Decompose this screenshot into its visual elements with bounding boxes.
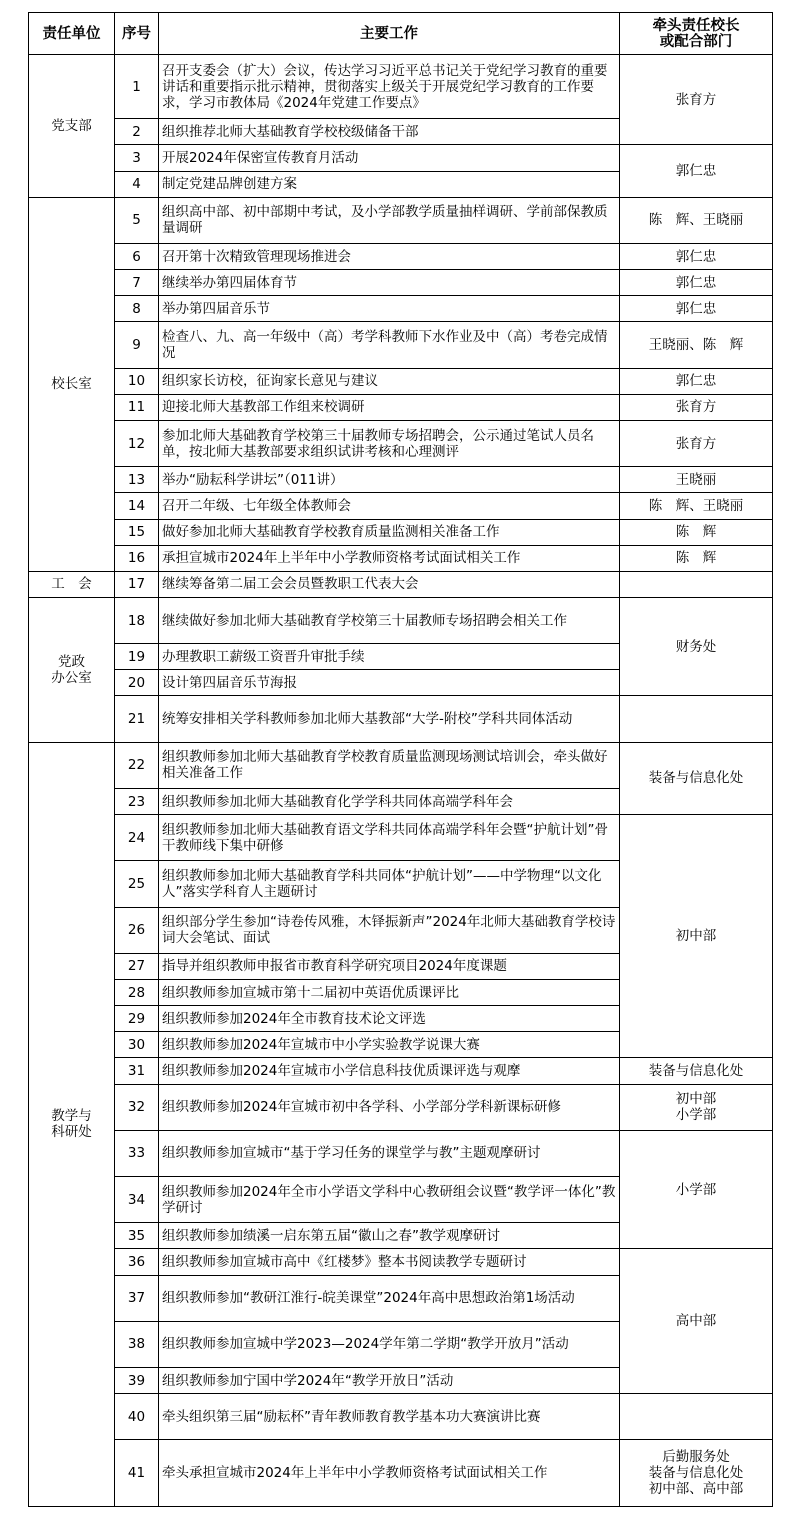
row-number: 26 xyxy=(115,907,159,953)
work-item: 迎接北师大基教部工作组来校调研 xyxy=(159,394,620,420)
work-item: 召开二年级、七年级全体教师会 xyxy=(159,493,620,519)
work-item: 检查八、九、高一年级中（高）考学科教师下水作业及中（高）考卷完成情况 xyxy=(159,322,620,368)
table-row xyxy=(29,1058,773,1084)
work-item: 组织教师参加绩溪一启东第五届“徽山之春”教学观摩研讨 xyxy=(159,1223,620,1249)
lead-cell: 初中部 xyxy=(620,815,773,1058)
work-item: 继续筹备第二届工会会员暨教职工代表大会 xyxy=(159,571,620,597)
lead-cell xyxy=(620,571,773,597)
row-number: 10 xyxy=(115,368,159,394)
row-number: 12 xyxy=(115,420,159,466)
work-item: 组织教师参加北师大基础教育化学学科共同体高端学科年会 xyxy=(159,788,620,814)
row-number: 40 xyxy=(115,1394,159,1440)
row-number: 30 xyxy=(115,1032,159,1058)
work-item: 统筹安排相关学科教师参加北师大基教部“大学-附校”学科共同体活动 xyxy=(159,696,620,742)
row-number: 17 xyxy=(115,571,159,597)
row-number: 4 xyxy=(115,171,159,197)
table-row xyxy=(29,571,773,597)
row-number: 34 xyxy=(115,1177,159,1223)
lead-cell: 郭仁忠 xyxy=(620,270,773,296)
table-row xyxy=(29,742,773,788)
table-row xyxy=(29,467,773,493)
lead-cell: 郭仁忠 xyxy=(620,368,773,394)
lead-cell xyxy=(620,1394,773,1440)
row-number: 41 xyxy=(115,1440,159,1507)
table-row xyxy=(29,244,773,270)
work-item: 举办第四届音乐节 xyxy=(159,296,620,322)
lead-cell: 财务处 xyxy=(620,597,773,696)
header-unit: 责任单位 xyxy=(29,13,115,55)
table-row xyxy=(29,545,773,571)
row-number: 9 xyxy=(115,322,159,368)
lead-cell: 装备与信息化处 xyxy=(620,1058,773,1084)
table-row xyxy=(29,197,773,243)
work-item: 组织高中部、初中部期中考试，及小学部教学质量抽样调研、学前部保教质量调研 xyxy=(159,197,620,243)
header-lead: 牵头责任校长 或配合部门 xyxy=(620,13,773,55)
table-row xyxy=(29,597,773,643)
row-number: 22 xyxy=(115,742,159,788)
row-number: 6 xyxy=(115,244,159,270)
lead-cell: 郭仁忠 xyxy=(620,244,773,270)
table-row xyxy=(29,493,773,519)
row-number: 3 xyxy=(115,145,159,171)
lead-cell: 王晓丽、陈 辉 xyxy=(620,322,773,368)
table-row xyxy=(29,815,773,861)
table-row xyxy=(29,394,773,420)
work-item: 举办“励耘科学讲坛”（011讲） xyxy=(159,467,620,493)
row-number: 39 xyxy=(115,1368,159,1394)
lead-cell: 陈 辉、王晓丽 xyxy=(620,493,773,519)
work-item: 继续做好参加北师大基础教育学校第三十届教师专场招聘会相关工作 xyxy=(159,597,620,643)
work-item: 指导并组织教师申报省市教育科学研究项目2024年度课题 xyxy=(159,953,620,979)
row-number: 31 xyxy=(115,1058,159,1084)
work-item: 组织教师参加2024年宣城市小学信息科技优质课评选与观摩 xyxy=(159,1058,620,1084)
table-row xyxy=(29,322,773,368)
row-number: 24 xyxy=(115,815,159,861)
lead-cell: 后勤服务处 装备与信息化处 初中部、高中部 xyxy=(620,1440,773,1507)
table-row xyxy=(29,1249,773,1275)
table-row xyxy=(29,1084,773,1130)
work-item: 召开第十次精致管理现场推进会 xyxy=(159,244,620,270)
table-row xyxy=(29,270,773,296)
lead-cell: 初中部 小学部 xyxy=(620,1084,773,1130)
row-number: 7 xyxy=(115,270,159,296)
table-row xyxy=(29,519,773,545)
work-item: 组织教师参加“教研江淮行-皖美课堂”2024年高中思想政治第1场活动 xyxy=(159,1275,620,1321)
lead-cell: 王晓丽 xyxy=(620,467,773,493)
unit-cell: 工 会 xyxy=(29,571,115,597)
row-number: 15 xyxy=(115,519,159,545)
work-item: 组织教师参加宣城市高中《红楼梦》整本书阅读教学专题研讨 xyxy=(159,1249,620,1275)
lead-cell: 张育方 xyxy=(620,55,773,145)
work-item: 组织教师参加宣城中学2023—2024学年第二学期“教学开放月”活动 xyxy=(159,1321,620,1367)
work-item: 组织教师参加2024年宣城市初中各学科、小学部分学科新课标研修 xyxy=(159,1084,620,1130)
row-number: 18 xyxy=(115,597,159,643)
row-number: 32 xyxy=(115,1084,159,1130)
work-item: 组织教师参加宁国中学2024年“教学开放日”活动 xyxy=(159,1368,620,1394)
unit-cell: 党政 办公室 xyxy=(29,597,115,742)
row-number: 19 xyxy=(115,644,159,670)
row-number: 13 xyxy=(115,467,159,493)
work-item: 组织教师参加2024年宣城市中小学实验教学说课大赛 xyxy=(159,1032,620,1058)
work-item: 牵头承担宣城市2024年上半年中小学教师资格考试面试相关工作 xyxy=(159,1440,620,1507)
row-number: 20 xyxy=(115,670,159,696)
table-row xyxy=(29,1130,773,1176)
row-number: 8 xyxy=(115,296,159,322)
row-number: 35 xyxy=(115,1223,159,1249)
table-row xyxy=(29,145,773,171)
row-number: 36 xyxy=(115,1249,159,1275)
row-number: 2 xyxy=(115,119,159,145)
unit-cell: 党支部 xyxy=(29,55,115,198)
unit-cell: 校长室 xyxy=(29,197,115,571)
lead-cell: 小学部 xyxy=(620,1130,773,1249)
work-item: 组织教师参加2024年全市小学语文学科中心教研组会议暨“教学评一体化”教学研讨 xyxy=(159,1177,620,1223)
work-item: 组织教师参加北师大基础教育学科共同体“护航计划”——中学物理“以文化人”落实学科育人主题研讨 xyxy=(159,861,620,907)
work-item: 继续举办第四届体育节 xyxy=(159,270,620,296)
work-item: 参加北师大基础教育学校第三十届教师专场招聘会，公示通过笔试人员名单，按北师大基教部要求组织试讲考核和心理测评 xyxy=(159,420,620,466)
lead-cell xyxy=(620,696,773,742)
row-number: 23 xyxy=(115,788,159,814)
work-plan-table xyxy=(28,12,773,1507)
lead-cell: 高中部 xyxy=(620,1249,773,1394)
lead-cell: 陈 辉、王晓丽 xyxy=(620,197,773,243)
table-row xyxy=(29,296,773,322)
work-item: 办理教职工薪级工资晋升审批手续 xyxy=(159,644,620,670)
work-item: 制定党建品牌创建方案 xyxy=(159,171,620,197)
table-row xyxy=(29,696,773,742)
row-number: 5 xyxy=(115,197,159,243)
row-number: 28 xyxy=(115,979,159,1005)
row-number: 16 xyxy=(115,545,159,571)
lead-cell: 郭仁忠 xyxy=(620,296,773,322)
lead-cell: 张育方 xyxy=(620,420,773,466)
table-row xyxy=(29,1440,773,1507)
work-item: 组织教师参加北师大基础教育学校教育质量监测现场测试培训会，牵头做好相关准备工作 xyxy=(159,742,620,788)
lead-cell: 张育方 xyxy=(620,394,773,420)
work-item: 组织部分学生参加“诗卷传风雅，木铎振新声”2024年北师大基础教育学校诗词大会笔试、面试 xyxy=(159,907,620,953)
work-item: 组织教师参加2024年全市教育技术论文评选 xyxy=(159,1006,620,1032)
row-number: 25 xyxy=(115,861,159,907)
row-number: 29 xyxy=(115,1006,159,1032)
lead-cell: 郭仁忠 xyxy=(620,145,773,197)
lead-cell: 陈 辉 xyxy=(620,519,773,545)
table-row xyxy=(29,420,773,466)
row-number: 11 xyxy=(115,394,159,420)
row-number: 37 xyxy=(115,1275,159,1321)
work-item: 组织教师参加北师大基础教育语文学科共同体高端学科年会暨“护航计划”骨干教师线下集中研修 xyxy=(159,815,620,861)
table-row xyxy=(29,1394,773,1440)
table-row xyxy=(29,55,773,119)
work-item: 组织家长访校，征询家长意见与建议 xyxy=(159,368,620,394)
work-item: 开展2024年保密宣传教育月活动 xyxy=(159,145,620,171)
row-number: 14 xyxy=(115,493,159,519)
work-item: 设计第四届音乐节海报 xyxy=(159,670,620,696)
work-item: 召开支委会（扩大）会议，传达学习习近平总书记关于党纪学习教育的重要讲话和重要指示批示精神，贯彻落实上级关于开展党纪学习教育的工作要求，学习市教体局《2024年党建工作要点》 xyxy=(159,55,620,119)
unit-cell: 教学与 科研处 xyxy=(29,742,115,1506)
row-number: 21 xyxy=(115,696,159,742)
row-number: 1 xyxy=(115,55,159,119)
lead-cell: 装备与信息化处 xyxy=(620,742,773,814)
row-number: 27 xyxy=(115,953,159,979)
row-number: 38 xyxy=(115,1321,159,1367)
table-row xyxy=(29,368,773,394)
lead-cell: 陈 辉 xyxy=(620,545,773,571)
row-number: 33 xyxy=(115,1130,159,1176)
work-item: 承担宣城市2024年上半年中小学教师资格考试面试相关工作 xyxy=(159,545,620,571)
work-item: 做好参加北师大基础教育学校教育质量监测相关准备工作 xyxy=(159,519,620,545)
work-item: 组织教师参加宣城市“基于学习任务的课堂学与教”主题观摩研讨 xyxy=(159,1130,620,1176)
work-item: 组织推荐北师大基础教育学校校级储备干部 xyxy=(159,119,620,145)
header-num: 序号 xyxy=(115,13,159,55)
work-item: 组织教师参加宣城市第十二届初中英语优质课评比 xyxy=(159,979,620,1005)
header-work: 主要工作 xyxy=(159,13,620,55)
work-item: 牵头组织第三届“励耘杯”青年教师教育教学基本功大赛演讲比赛 xyxy=(159,1394,620,1440)
header-row xyxy=(29,13,773,55)
